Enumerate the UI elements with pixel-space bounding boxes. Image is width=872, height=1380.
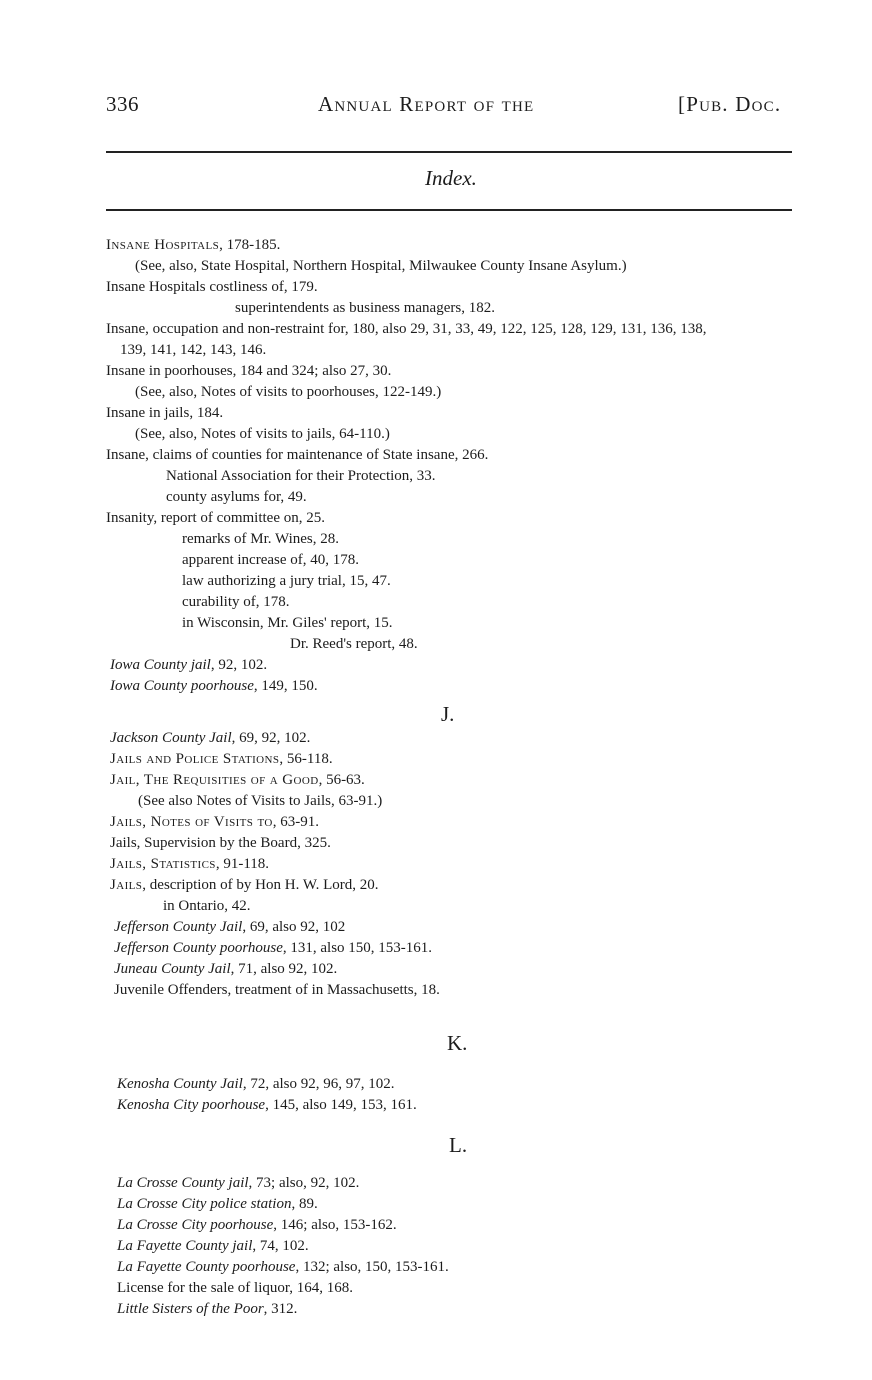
index-entry: License for the sale of liquor, 164, 168. (117, 1280, 354, 1296)
index-entry: Jails and Police Stations, 56-118. (110, 751, 333, 767)
index-entry: (See, also, State Hospital, Northern Hospital, Milwaukee County Insane Asylum.) (135, 258, 627, 274)
index-entry: La Fayette County poorhouse, 132; also, 150, 153-161. (117, 1259, 449, 1275)
index-entry: remarks of Mr. Wines, 28. (182, 531, 340, 547)
index-entry: Jackson County Jail, 69, 92, 102. (110, 730, 311, 746)
index-entry: curability of, 178. (182, 594, 290, 610)
index-entry: (See, also, Notes of visits to jails, 64-110.) (135, 426, 390, 442)
index-entry: Juvenile Offenders, treatment of in Massachusetts, 18. (114, 982, 440, 998)
index-entry: Jefferson County poorhouse, 131, also 150, 153-161. (114, 940, 433, 956)
document-reference: [Pub. Doc. (678, 92, 782, 116)
index-entry: apparent increase of, 40, 178. (182, 552, 360, 568)
index-entry: 139, 141, 142, 143, 146. (120, 342, 267, 358)
running-title: Annual Report of the (318, 92, 535, 116)
index-entry: Insane, claims of counties for maintenance of State insane, 266. (106, 447, 489, 463)
index-entry: Iowa County jail, 92, 102. (110, 657, 268, 673)
index-entry: Insane, occupation and non-restraint for, 180, also 29, 31, 33, 49, 122, 125, 128, 129, 131, 136, 138, (106, 321, 707, 337)
index-entry: Jails, description of by Hon H. W. Lord, 20. (110, 877, 379, 893)
section-letter-j: J. (441, 702, 455, 726)
index-entry: National Association for their Protection, 33. (166, 468, 436, 484)
index-entry: Insane in jails, 184. (106, 405, 224, 421)
index-entry: law authorizing a jury trial, 15, 47. (182, 573, 391, 589)
index-entry: Kenosha City poorhouse, 145, also 149, 153, 161. (117, 1097, 417, 1113)
top-rule (106, 151, 792, 153)
index-entry: (See, also, Notes of visits to poorhouses, 122-149.) (135, 384, 442, 400)
index-entry: Little Sisters of the Poor, 312. (117, 1301, 298, 1317)
index-entry: La Crosse County jail, 73; also, 92, 102. (117, 1175, 360, 1191)
section-letter-l: L. (449, 1133, 468, 1157)
index-entry: Jefferson County Jail, 69, also 92, 102 (114, 919, 346, 935)
index-entry: Insane Hospitals, 178-185. (106, 237, 281, 253)
index-entry: Insanity, report of committee on, 25. (106, 510, 325, 526)
index-entry: Insane in poorhouses, 184 and 324; also 27, 30. (106, 363, 392, 379)
index-entry: Jail, The Requisities of a Good, 56-63. (110, 772, 365, 788)
index-entry: in Wisconsin, Mr. Giles' report, 15. (182, 615, 393, 631)
index-entry: Iowa County poorhouse, 149, 150. (110, 678, 318, 694)
page-number: 336 (106, 92, 139, 116)
index-entry: La Crosse City police station, 89. (117, 1196, 318, 1212)
index-entry: county asylums for, 49. (166, 489, 307, 505)
index-entry: Insane Hospitals costliness of, 179. (106, 279, 318, 295)
index-entry: Jails, Supervision by the Board, 325. (110, 835, 331, 851)
bottom-rule (106, 209, 792, 211)
section-letter-k: K. (447, 1031, 468, 1055)
index-entry: Juneau County Jail, 71, also 92, 102. (114, 961, 338, 977)
index-entry: Dr. Reed's report, 48. (290, 636, 418, 652)
index-heading: Index. (425, 166, 477, 190)
index-entry: La Crosse City poorhouse, 146; also, 153-162. (117, 1217, 397, 1233)
index-entry: Jails, Notes of Visits to, 63-91. (110, 814, 319, 830)
index-entry: superintendents as business managers, 182. (235, 300, 495, 316)
index-entry: Jails, Statistics, 91-118. (110, 856, 270, 872)
index-entry: Kenosha County Jail, 72, also 92, 96, 97, 102. (117, 1076, 395, 1092)
index-entry: La Fayette County jail, 74, 102. (117, 1238, 309, 1254)
index-entry: (See also Notes of Visits to Jails, 63-91.) (138, 793, 383, 809)
index-entry: in Ontario, 42. (163, 898, 251, 914)
